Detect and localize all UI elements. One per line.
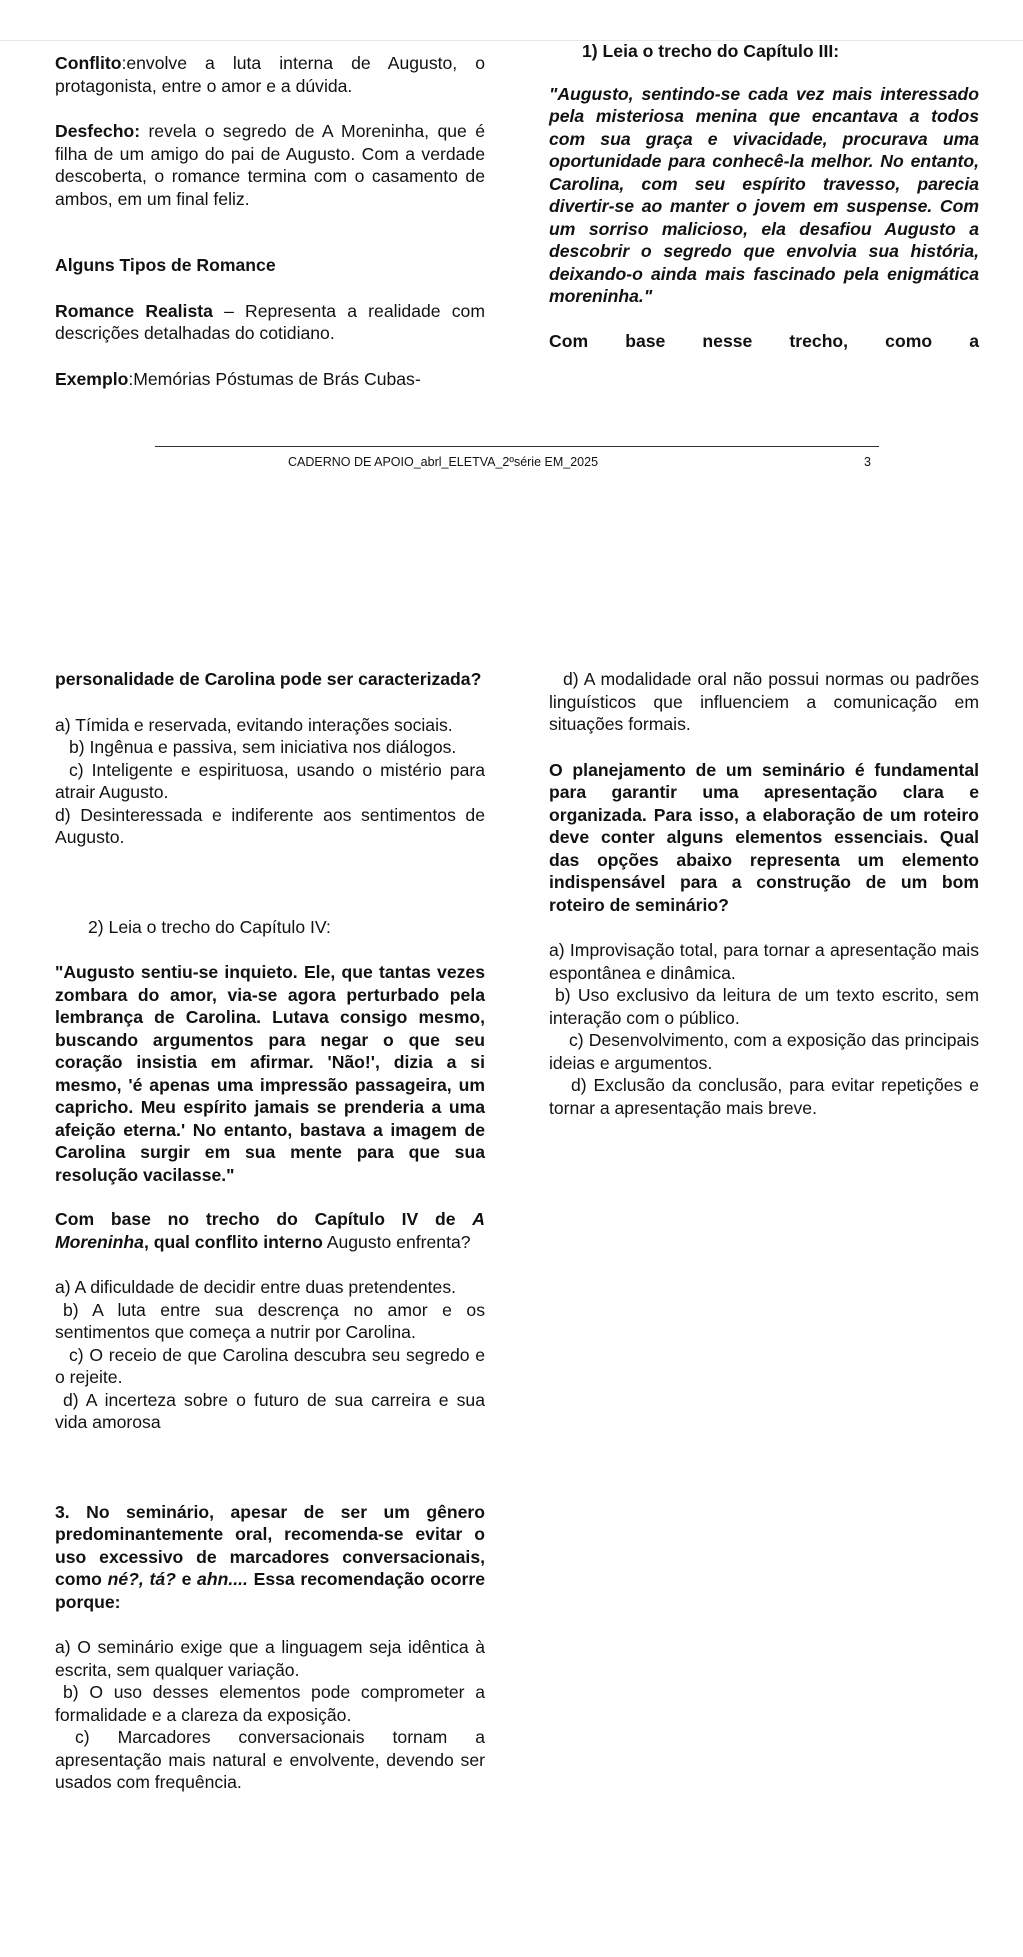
- exemplo-paragraph: [55, 368, 485, 391]
- question3-prompt: [55, 1501, 485, 1614]
- question2-option-b: b) A luta entre sua descrença no amor e os sentimentos que começa a nutrir por Carolina.: [55, 1299, 485, 1342]
- question2-option-d: d) A incerteza sobre o futuro de sua carreira e sua vida amorosa: [55, 1389, 485, 1432]
- question3-options: [55, 1636, 485, 1794]
- question3-markers: né?, tá?: [107, 1569, 176, 1589]
- page-number: 3: [864, 455, 871, 469]
- question4-option-c: c) Desenvolvimento, com a exposição das principais ideias e argumentos.: [549, 1030, 979, 1073]
- page1-left-column: [55, 52, 485, 390]
- question4-option-d: d) Exclusão da conclusão, para evitar repetições e tornar a apresentação mais breve.: [549, 1075, 979, 1118]
- question1-heading: 1) Leia o trecho do Capítulo III:: [582, 41, 840, 61]
- footer-rule: [155, 446, 879, 447]
- tipos-romance-heading: Alguns Tipos de Romance: [55, 255, 276, 275]
- question2-heading: 2) Leia o trecho do Capítulo IV:: [88, 916, 331, 937]
- question1-option-c: c) Inteligente e espirituosa, usando o mistério para atrair Augusto.: [55, 759, 485, 802]
- desfecho-label: Desfecho:: [55, 121, 141, 141]
- question4-option-b: b) Uso exclusivo da leitura de um texto escrito, sem interação com o público.: [549, 985, 979, 1028]
- question3-marker-ahn: ahn....: [197, 1569, 248, 1589]
- question4-prompt: O planejamento de um seminário é fundamental para garantir uma apresentação clara e organizada. Para isso, a elaboração de um roteiro deve conter alguns elementos essenciais. Qual das opções abaixo representa um elemento indispensável para a construção de um bom roteiro de seminário?: [549, 759, 979, 915]
- question1-options: [55, 714, 485, 849]
- question2-option-a: a) A dificuldade de decidir entre duas pretendentes.: [55, 1277, 457, 1297]
- question1-option-b: b) Ingênua e passiva, sem iniciativa nos diálogos.: [69, 737, 457, 757]
- realista-text: – Representa a realidade com descrições detalhadas do cotidiano.: [55, 300, 485, 343]
- question3-option-d: d) A modalidade oral não possui normas ou padrões linguísticos que influenciem a comunicação em situações formais.: [549, 669, 979, 734]
- question1-option-d: d) Desinteressada e indiferente aos sentimentos de Augusto.: [55, 804, 485, 847]
- question2-options: [55, 1276, 485, 1434]
- exemplo-text: :Memórias Póstumas de Brás Cubas-: [128, 368, 421, 389]
- page2-left-column: [55, 668, 485, 1794]
- desfecho-text: revela o segredo de A Moreninha, que é filha de um amigo do pai de Augusto. Com a verdade descoberta, o romance termina com o casamento de ambos, em um final feliz.: [55, 121, 485, 209]
- conflito-paragraph: [55, 52, 485, 97]
- question2-prompt-c: Augusto enfrenta?: [322, 1231, 471, 1252]
- conflito-text: :envolve a luta interna de Augusto, o protagonista, entre o amor e a dúvida.: [55, 53, 485, 96]
- question3-prompt-a: 3. No seminário, apesar de ser um gênero predominantemente oral, recomenda-se evitar o uso excessivo de marcadores conversacionais, como: [55, 1501, 485, 1589]
- question1-prompt-end: personalidade de Carolina pode ser caracterizada?: [55, 669, 482, 689]
- question3-option-a: a) O seminário exige que a linguagem seja idêntica à escrita, sem qualquer variação.: [55, 1637, 485, 1680]
- romance-realista-paragraph: [55, 300, 485, 345]
- question3-option-c: c) Marcadores conversacionais tornam a apresentação mais natural e envolvente, devendo ser usados com frequência.: [55, 1727, 485, 1792]
- desfecho-paragraph: [55, 120, 485, 210]
- question2-prompt-a: Com base no trecho do Capítulo IV de: [55, 1209, 473, 1229]
- conflito-label: Conflito: [55, 53, 122, 73]
- exemplo-label: Exemplo: [55, 368, 129, 389]
- question2-prompt: [55, 1208, 485, 1253]
- question1-quote: "Augusto, sentindo-se cada vez mais interessado pela misteriosa menina que encantava a todos com sua graça e vivacidade, procurava uma oportunidade para conhecê-la melhor. No entanto, Carolina, com seu espírito travesso, parecia divertir-se ao manter o jovem em suspense. Com um sorriso malicioso, ela desafiou Augusto a descobrir o segredo que envolvia sua história, deixando-o ainda mais fascinado pela enigmática moreninha.": [549, 83, 979, 306]
- realista-label: Romance Realista: [55, 300, 213, 321]
- question1-prompt-start: Com base nesse trecho, como a: [549, 330, 979, 351]
- question1-option-a: a) Tímida e reservada, evitando interações sociais.: [55, 714, 453, 735]
- question3-option-b: b) O uso desses elementos pode comprometer a formalidade e a clareza da exposição.: [55, 1682, 485, 1725]
- question2-quote: "Augusto sentiu-se inquieto. Ele, que tantas vezes zombara do amor, via-se agora perturbado pela lembrança de Carolina. Lutava consigo mesmo, buscando argumentos para negar o que seu coração insistia em afirmar. 'Não!', dizia a si mesmo, 'é apenas uma impressão passageira, um capricho. Meu espírito jamais se prenderia a uma afeição eterna.' No entanto, bastava a imagem de Carolina surgir em sua mente para que sua resolução vacilasse.": [55, 962, 485, 1185]
- question2-prompt-b: , qual conflito interno: [143, 1231, 323, 1252]
- page2-right-column: [549, 668, 979, 1119]
- page1-right-column: [549, 40, 979, 352]
- question2-prompt-title: A Moreninha: [55, 1209, 485, 1252]
- question3-prompt-b: e: [175, 1569, 198, 1589]
- footer-text: CADERNO DE APOIO_abrl_ELETVA_2ºsérie EM_2025: [288, 455, 599, 469]
- question4-option-a: a) Improvisação total, para tornar a apresentação mais espontânea e dinâmica.: [549, 940, 979, 983]
- question2-option-c: c) O receio de que Carolina descubra seu segredo e o rejeite.: [55, 1344, 485, 1387]
- question4-options: [549, 939, 979, 1119]
- question3-prompt-c: Essa recomendação ocorre porque:: [55, 1569, 485, 1612]
